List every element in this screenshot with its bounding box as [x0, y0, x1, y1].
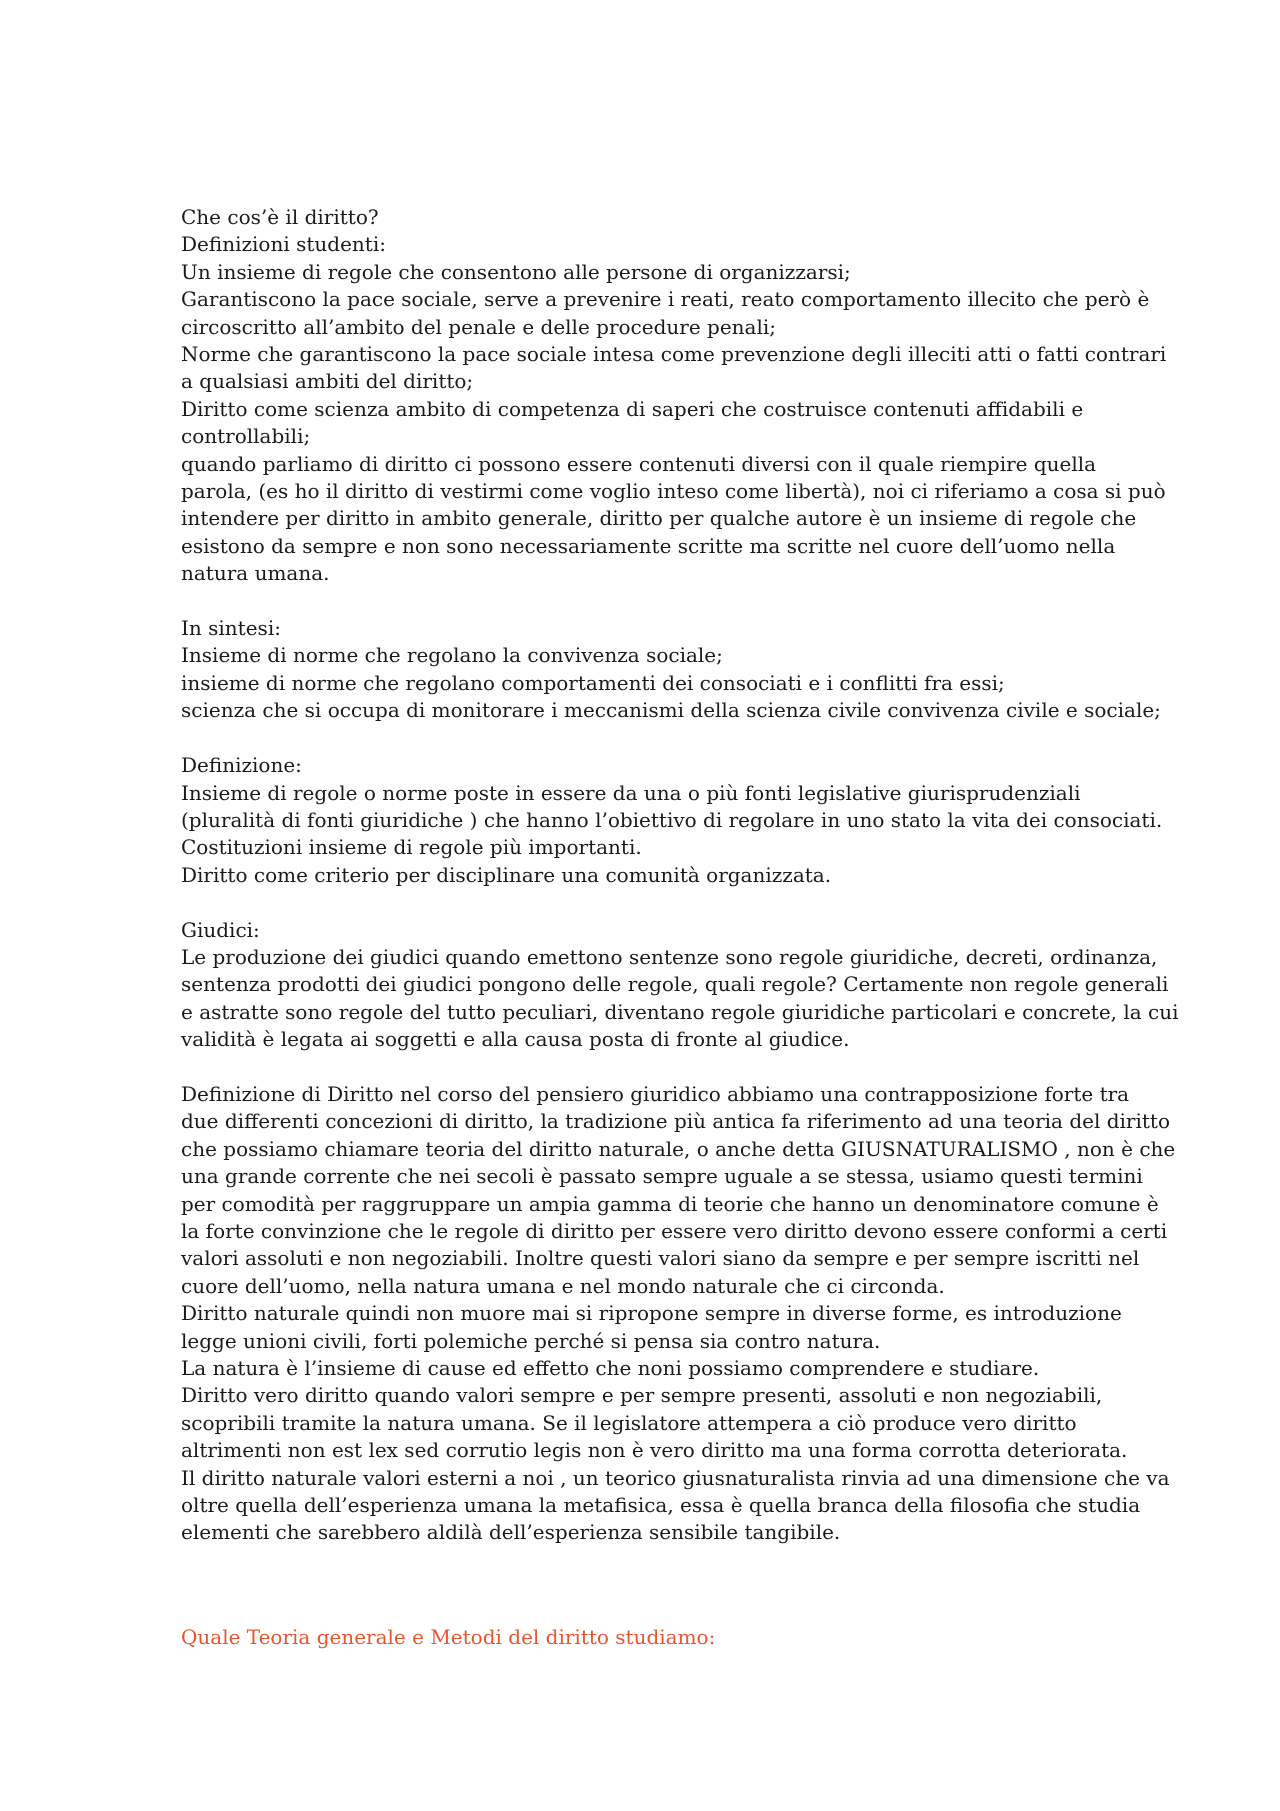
text-line: Il diritto naturale valori esterni a noi , un teorico giusnaturalista rinvia ad una dimensione che va: [181, 1465, 1170, 1490]
text-line: legge unioni civili, forti polemiche perché si pensa sia contro natura.: [181, 1328, 881, 1353]
text-line: sentenza prodotti dei giudici pongono delle regole, quali regole? Certamente non regole generali: [181, 972, 1169, 997]
text-line: Costituzioni insieme di regole più importanti.: [181, 835, 642, 860]
text-line: Diritto naturale quindi non muore mai si ripropone sempre in diverse forme, es introduzione: [181, 1301, 1122, 1326]
text-line: oltre quella dell’esperienza umana la metafisica, essa è quella branca della filosofia che studia: [181, 1493, 1141, 1518]
text-line: Giudici:: [181, 917, 260, 942]
text-line: scienza che si occupa di monitorare i meccanismi della scienza civile convivenza civile e sociale;: [181, 698, 1161, 723]
text-line: valori assoluti e non negoziabili. Inoltre questi valori siano da sempre e per sempre iscritti nel: [181, 1246, 1140, 1271]
text-line: a qualsiasi ambiti del diritto;: [181, 369, 474, 394]
text-line: La natura è l’insieme di cause ed effetto che noni possiamo comprendere e studiare.: [181, 1356, 1040, 1380]
text-line: validità è legata ai soggetti e alla causa posta di fronte al giudice.: [181, 1027, 850, 1052]
text-line: Norme che garantiscono la pace sociale intesa come prevenzione degli illeciti atti o fatti contrari: [181, 342, 1167, 367]
text-line: controllabili;: [181, 424, 311, 449]
text-line: natura umana.: [181, 561, 330, 586]
text-line: che possiamo chiamare teoria del diritto naturale, o anche detta GIUSNATURALISMO , non è che: [181, 1136, 1176, 1161]
section-heading: Quale Teoria generale e Metodi del diritto studiamo:: [181, 1625, 716, 1649]
text-line: Diritto come criterio per disciplinare una comunità organizzata.: [181, 862, 832, 887]
text-line: (pluralità di fonti giuridiche ) che hanno l’obiettivo di regolare in uno stato la vita dei consociati.: [181, 807, 1163, 832]
paragraph-giudici: [181, 917, 1179, 1054]
text-line: Definizioni studenti:: [181, 232, 386, 257]
text-line: Che cos’è il diritto?: [181, 205, 379, 229]
text-line: quando parliamo di diritto ci possono essere contenuti diversi con il quale riempire quella: [181, 451, 1097, 476]
paragraph-spacer: [181, 889, 1171, 916]
text-line: esistono da sempre e non sono necessariamente scritte ma scritte nel cuore dell’uomo nella: [181, 533, 1116, 558]
paragraph-definizione: [181, 752, 1171, 889]
text-line: circoscritto all’ambito del penale e delle procedure penali;: [181, 314, 776, 339]
text-line: la forte convinzione che le regole di diritto per essere vero diritto devono essere conformi a certi: [181, 1218, 1168, 1243]
text-line: per comodità per raggruppare un ampia gamma di teorie che hanno un denominatore comune è: [181, 1191, 1159, 1216]
text-line: parola, (es ho il diritto di vestirmi come voglio inteso come libertà), noi ci riferiamo a cosa si può: [181, 479, 1166, 504]
document-body: [181, 204, 1179, 1547]
text-line: altrimenti non est lex sed corrutio legis non è vero diritto ma una forma corrotta deteriorata.: [181, 1438, 1128, 1463]
text-line: Le produzione dei giudici quando emettono sentenze sono regole giuridiche, decreti, ordinanza,: [181, 944, 1158, 969]
text-line: Diritto come scienza ambito di competenza di saperi che costruisce contenuti affidabili e: [181, 396, 1084, 421]
paragraph-sintesi: [181, 615, 1171, 725]
text-line: Garantiscono la pace sociale, serve a prevenire i reati, reato comportamento illecito che però è: [181, 287, 1150, 312]
text-line: Diritto vero diritto quando valori sempre e per sempre presenti, assoluti e non negoziabili,: [181, 1383, 1103, 1408]
text-line: due differenti concezioni di diritto, la tradizione più antica fa riferimento ad una teoria del diritto: [181, 1109, 1171, 1134]
text-line: Insieme di regole o norme poste in essere da una o più fonti legislative giurisprudenziali: [181, 780, 1081, 805]
text-line: cuore dell’uomo, nella natura umana e nel mondo naturale che ci circonda.: [181, 1273, 945, 1298]
paragraph-spacer: [181, 725, 1171, 752]
text-line: Un insieme di regole che consentono alle persone di organizzarsi;: [181, 259, 851, 284]
text-line: scopribili tramite la natura umana. Se il legislatore attempera a ciò produce vero diritto: [181, 1410, 1077, 1435]
paragraph-spacer: [181, 1054, 1171, 1081]
text-line: insieme di norme che regolano comportamenti dei consociati e i conflitti fra essi;: [181, 670, 1005, 695]
text-line: intendere per diritto in ambito generale, diritto per qualche autore è un insieme di regole che: [181, 506, 1137, 531]
text-line: Insieme di norme che regolano la convivenza sociale;: [181, 643, 723, 668]
text-line: una grande corrente che nei secoli è passato sempre uguale a se stessa, usiamo questi termini: [181, 1164, 1143, 1189]
text-line: Definizione di Diritto nel corso del pensiero giuridico abbiamo una contrapposizione forte tra: [181, 1081, 1130, 1106]
paragraph-intro: [181, 204, 1171, 588]
text-line: In sintesi:: [181, 616, 281, 641]
text-line: Definizione:: [181, 753, 302, 778]
text-line: elementi che sarebbero aldilà dell’esperienza sensibile tangibile.: [181, 1520, 841, 1545]
paragraph-spacer: [181, 588, 1171, 615]
paragraph-giusnaturalismo: [181, 1081, 1176, 1547]
text-line: e astratte sono regole del tutto peculiari, diventano regole giuridiche particolari e concrete, la cui: [181, 999, 1179, 1024]
